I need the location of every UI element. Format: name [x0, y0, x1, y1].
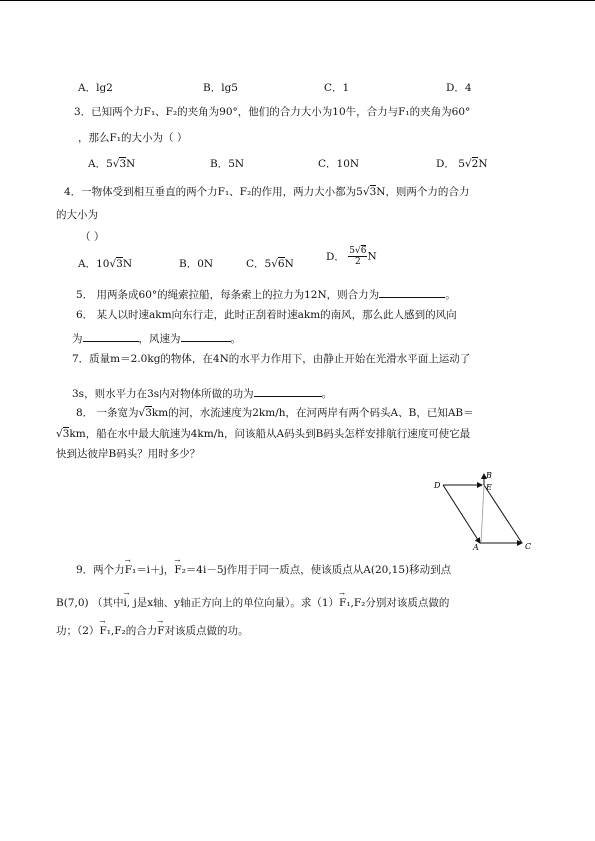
q7-answer-blank[interactable]	[254, 385, 322, 397]
q5-answer-blank[interactable]	[379, 286, 445, 298]
q7-line2: 3s，则水平力在3s内对物体所做的功为 。	[72, 385, 332, 401]
q3-option-a: A．5√3N	[88, 158, 136, 170]
q3-option-c: C．10N	[318, 158, 360, 170]
unit-vectors-ij: → i, j	[123, 596, 136, 610]
figure-label-e: E	[486, 483, 492, 492]
figure-label-c: C	[525, 542, 532, 551]
q4-line2: 的大小为	[56, 209, 98, 221]
figure-label-b: B	[486, 471, 492, 480]
top-rule	[0, 0, 595, 1]
q4-paren: （ ）	[80, 231, 105, 243]
vector-f2: → F₂	[174, 563, 186, 577]
q3-option-d: D． 5√2N	[436, 158, 488, 170]
vectors-f1-f2-b: → F₁,F₂	[99, 624, 125, 638]
q3-line1: 3．已知两个力F₁、F₂的夹角为90°，他们的合力大小为10牛，合力与F₁的夹角为60°	[74, 106, 471, 118]
q4-option-c: C．5√6N	[246, 258, 294, 270]
q2-option-a: A．lg2	[78, 82, 113, 94]
q3-line2: ，那么F₁的大小为（ ）	[78, 132, 188, 144]
vector-f: → F	[157, 624, 164, 638]
q2-option-c: C．1	[324, 82, 350, 94]
segment-ae	[481, 485, 484, 543]
q6-line2: 为 ，风速为 。	[72, 330, 241, 346]
q9-line2: B(7,0) （其中→ i, j是x轴、y轴正方向上的单位向量）。求（1）→ F₁,F₂分别对该质点做的	[56, 596, 449, 610]
q9-line1: 9．两个力→ F₁＝i＋j，→ F₂＝4i－5j作用于同一质点，使该质点从A(20,15)移动到点	[76, 563, 451, 577]
q4-line1: 4．一物体受到相互垂直的两个力F₁、F₂的作用，两力大小都为5√3N，则两个力的合力	[64, 186, 470, 198]
figure-label-a: A	[473, 543, 479, 552]
q2-option-d: D．4	[446, 82, 472, 94]
q4-option-d-fraction: $\frac{5√6}{2}$	[349, 246, 367, 267]
q6-direction-blank[interactable]	[83, 330, 139, 342]
q6-speed-blank[interactable]	[181, 330, 231, 342]
q7-line1: 7．质量m＝2.0kg的物体，在4N的水平力作用下，由静止开始在光滑水平面上运动了	[72, 353, 471, 365]
segment-da	[443, 485, 480, 543]
vector-f1: → F₁	[125, 563, 137, 577]
river-figure	[426, 468, 538, 552]
vectors-f1-f2: → F₁,F₂	[339, 596, 365, 610]
segment-ec	[484, 485, 522, 543]
q5-line: 5． 用两条成60°的绳索拉船，每条索上的拉力为12N，则合力为 。	[76, 286, 456, 302]
q9-line3: 功；（2）→ F₁,F₂的合力→ F对该质点做的功。	[56, 624, 249, 638]
q4-option-d: D． $\frac{5√6}{2}$ N	[326, 246, 377, 267]
q3-option-b: B．5N	[210, 158, 245, 170]
q2-option-b: B．lg5	[203, 82, 238, 94]
figure-label-d: D	[434, 481, 441, 490]
q8-line2: √3km，船在水中最大航速为4km/h，问该船从A码头到B码头怎样安排航行速度可使它最	[56, 428, 471, 440]
q4-option-b: B．0N	[179, 258, 214, 270]
q6-line1: 6． 某人以时速akm向东行走，此时正刮着时速akm的南风，那么此人感到的风向	[76, 309, 457, 321]
q8-line1: 8． 一条宽为√3km的河，水流速度为2km/h，在河两岸有两个码头A、B，已知AB＝	[76, 407, 474, 419]
q8-line3: 快到达彼岸B码头？用时多少？	[56, 448, 201, 460]
q4-option-a: A．10√3N	[78, 258, 133, 270]
